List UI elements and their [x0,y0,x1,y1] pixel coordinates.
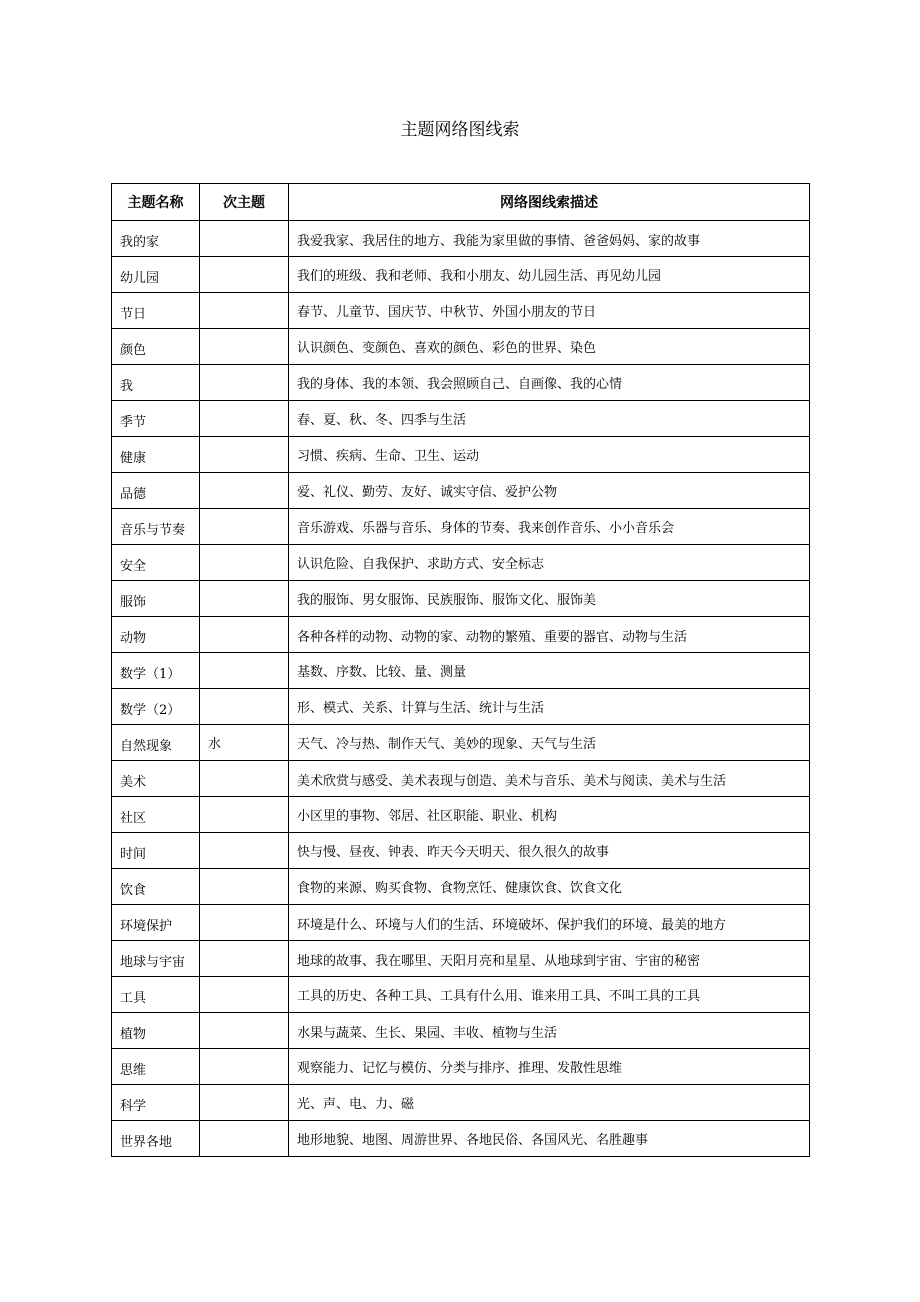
sub-theme-cell [200,437,289,473]
sub-theme-cell [200,905,289,941]
table-row [112,941,810,977]
table-row [112,509,810,545]
table-row [112,221,810,257]
theme-name-cell: 自然现象 [112,725,200,761]
table-row [112,617,810,653]
header-theme-name: 主题名称 [112,184,200,221]
table-row [112,257,810,293]
table-row [112,1121,810,1157]
sub-theme-cell [200,761,289,797]
table-row [112,329,810,365]
clue-description-cell: 习惯、疾病、生命、卫生、运动 [289,437,810,473]
page-title: 主题网络图线索 [400,120,520,140]
theme-name-cell: 环境保护 [112,905,200,941]
theme-name-cell: 社区 [112,797,200,833]
table-row [112,833,810,869]
clue-description-cell: 小区里的事物、邻居、社区职能、职业、机构 [289,797,810,833]
clue-description-cell: 工具的历史、各种工具、工具有什么用、谁来用工具、不叫工具的工具 [289,977,810,1013]
sub-theme-cell [200,545,289,581]
table-row [112,473,810,509]
theme-name-cell: 健康 [112,437,200,473]
theme-name-cell: 节日 [112,293,200,329]
sub-theme-cell [200,941,289,977]
sub-theme-cell [200,509,289,545]
clue-description-cell: 我的身体、我的本领、我会照顾自己、自画像、我的心情 [289,365,810,401]
clue-description-cell: 我的服饰、男女服饰、民族服饰、服饰文化、服饰美 [289,581,810,617]
clue-description-cell: 认识颜色、变颜色、喜欢的颜色、彩色的世界、染色 [289,329,810,365]
clue-description-cell: 地球的故事、我在哪里、天阳月亮和星星、从地球到宇宙、宇宙的秘密 [289,941,810,977]
clue-description-cell: 形、模式、关系、计算与生活、统计与生活 [289,689,810,725]
sub-theme-cell [200,473,289,509]
table-row [112,689,810,725]
table-row [112,869,810,905]
sub-theme-cell [200,221,289,257]
clue-description-cell: 认识危险、自我保护、求助方式、安全标志 [289,545,810,581]
clue-description-cell: 地形地貌、地图、周游世界、各地民俗、各国风光、名胜趣事 [289,1121,810,1157]
header-sub-theme: 次主题 [200,184,289,221]
table-row [112,977,810,1013]
clue-description-cell: 快与慢、昼夜、钟表、昨天今天明天、很久很久的故事 [289,833,810,869]
sub-theme-cell [200,329,289,365]
sub-theme-cell [200,869,289,905]
table-row [112,1013,810,1049]
sub-theme-cell [200,653,289,689]
table-row [112,365,810,401]
sub-theme-cell [200,401,289,437]
sub-theme-cell [200,1013,289,1049]
theme-name-cell: 世界各地 [112,1121,200,1157]
table-row [112,905,810,941]
theme-name-cell: 幼儿园 [112,257,200,293]
theme-name-cell: 服饰 [112,581,200,617]
sub-theme-cell: 水 [200,725,289,761]
clue-description-cell: 美术欣赏与感受、美术表现与创造、美术与音乐、美术与阅读、美术与生活 [289,761,810,797]
sub-theme-cell [200,365,289,401]
clue-description-cell: 环境是什么、环境与人们的生活、环境破坏、保护我们的环境、最美的地方 [289,905,810,941]
sub-theme-cell [200,257,289,293]
table-row [112,653,810,689]
sub-theme-cell [200,689,289,725]
clue-description-cell: 食物的来源、购买食物、食物烹饪、健康饮食、饮食文化 [289,869,810,905]
theme-name-cell: 品德 [112,473,200,509]
theme-name-cell: 季节 [112,401,200,437]
clue-description-cell: 我们的班级、我和老师、我和小朋友、幼儿园生活、再见幼儿园 [289,257,810,293]
sub-theme-cell [200,797,289,833]
clue-description-cell: 各种各样的动物、动物的家、动物的繁殖、重要的器官、动物与生活 [289,617,810,653]
clue-description-cell: 我爱我家、我居住的地方、我能为家里做的事情、爸爸妈妈、家的故事 [289,221,810,257]
header-clue-description: 网络图线索描述 [289,184,810,221]
table-row [112,545,810,581]
theme-name-cell: 数学（1） [112,653,200,689]
sub-theme-cell [200,977,289,1013]
clue-description-cell: 爱、礼仪、勤劳、友好、诚实守信、爱护公物 [289,473,810,509]
sub-theme-cell [200,581,289,617]
theme-name-cell: 安全 [112,545,200,581]
sub-theme-cell [200,293,289,329]
clue-description-cell: 基数、序数、比较、量、测量 [289,653,810,689]
sub-theme-cell [200,1121,289,1157]
table-row [112,1049,810,1085]
theme-name-cell: 科学 [112,1085,200,1121]
theme-name-cell: 思维 [112,1049,200,1085]
clue-description-cell: 春、夏、秋、冬、四季与生活 [289,401,810,437]
table-row [112,761,810,797]
sub-theme-cell [200,1085,289,1121]
clue-description-cell: 观察能力、记忆与模仿、分类与排序、推理、发散性思维 [289,1049,810,1085]
theme-name-cell: 时间 [112,833,200,869]
theme-name-cell: 饮食 [112,869,200,905]
theme-name-cell: 数学（2） [112,689,200,725]
theme-name-cell: 我 [112,365,200,401]
sub-theme-cell [200,1049,289,1085]
clue-description-cell: 天气、冷与热、制作天气、美妙的现象、天气与生活 [289,725,810,761]
table-row [112,725,810,761]
table-row [112,293,810,329]
table-header-row [112,184,810,221]
sub-theme-cell [200,617,289,653]
theme-name-cell: 美术 [112,761,200,797]
clue-description-cell: 音乐游戏、乐器与音乐、身体的节奏、我来创作音乐、小小音乐会 [289,509,810,545]
table-row [112,581,810,617]
table-row [112,401,810,437]
clue-description-cell: 春节、儿童节、国庆节、中秋节、外国小朋友的节日 [289,293,810,329]
theme-clue-table [111,183,810,1157]
table-row [112,1085,810,1121]
theme-name-cell: 动物 [112,617,200,653]
clue-description-cell: 光、声、电、力、磁 [289,1085,810,1121]
theme-name-cell: 地球与宇宙 [112,941,200,977]
clue-description-cell: 水果与蔬菜、生长、果园、丰收、植物与生活 [289,1013,810,1049]
theme-name-cell: 植物 [112,1013,200,1049]
sub-theme-cell [200,833,289,869]
table-row [112,797,810,833]
theme-name-cell: 工具 [112,977,200,1013]
theme-name-cell: 颜色 [112,329,200,365]
theme-name-cell: 我的家 [112,221,200,257]
table-row [112,437,810,473]
theme-name-cell: 音乐与节奏 [112,509,200,545]
